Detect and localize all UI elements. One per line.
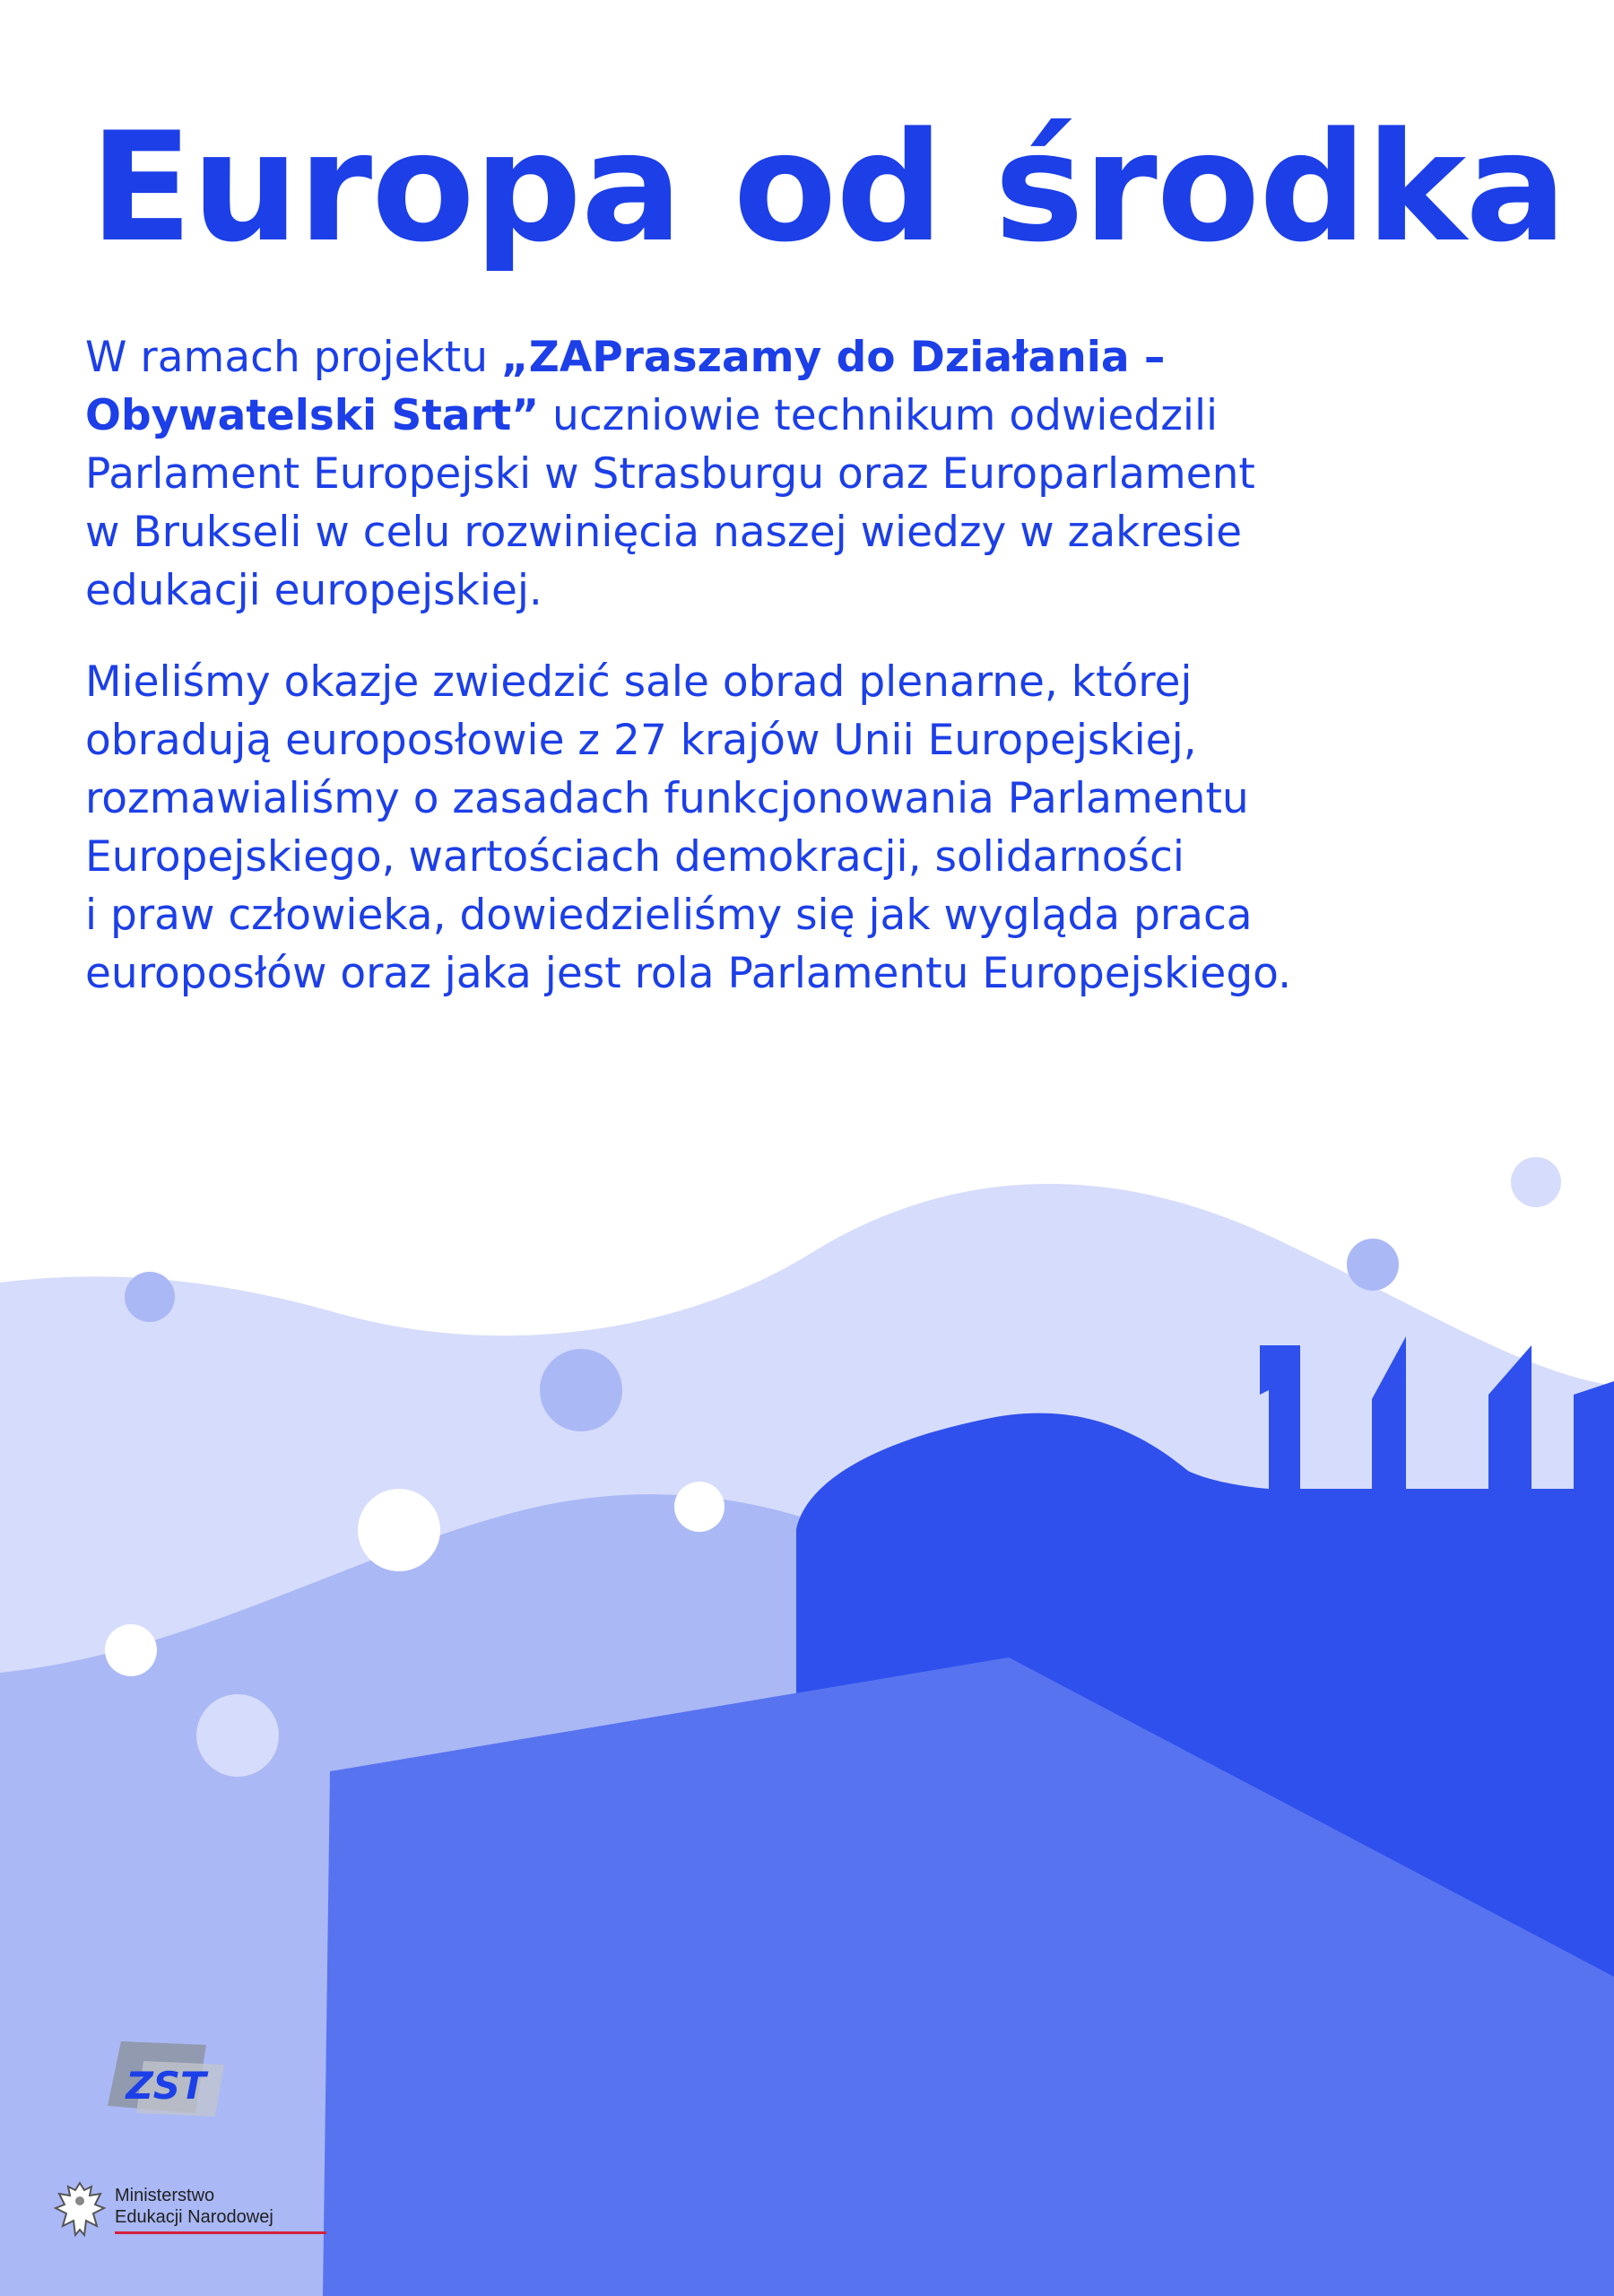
intro-line-3: Parlament Europejski w Strasburgu oraz Europarlament	[85, 449, 1255, 499]
eagle-emblem-icon	[52, 2178, 108, 2246]
ministry-red-rule	[115, 2231, 326, 2234]
visit-line-6: europosłów oraz jaka jest rola Parlamentu Europejskiego.	[85, 949, 1292, 998]
intro-line-2	[85, 387, 1520, 445]
project-name-part-1: „ZAPraszamy do Działania –	[500, 333, 1166, 382]
visit-line-2: obradują europosłowie z 27 krajów Unii Europejskiej,	[85, 716, 1197, 765]
bubble	[105, 1624, 157, 1676]
intro-line-1-text: W ramach projektu	[85, 333, 501, 382]
project-name-part-2: Obywatelski Start”	[85, 391, 540, 440]
visit-line-4: Europejskiego, wartościach demokracji, solidarności	[85, 832, 1184, 882]
bubble	[125, 1272, 175, 1322]
bubble	[540, 1349, 622, 1431]
parliament-illustration	[0, 1139, 1614, 2296]
bubble	[674, 1482, 725, 1532]
eagle-head	[75, 2196, 84, 2205]
bubble	[196, 1694, 279, 1777]
eagle-shape	[56, 2183, 104, 2235]
ministry-name-line-1: Ministerstwo	[115, 2186, 215, 2205]
intro-line-2-text: uczniowie technikum odwiedzili	[539, 391, 1219, 440]
visit-line-5: i praw człowieka, dowiedzieliśmy się jak wygląda praca	[85, 891, 1253, 940]
visit-paragraph	[85, 653, 1520, 1003]
zst-logo	[90, 2034, 242, 2124]
intro-line-4: w Brukseli w celu rozwinięcia naszej wiedzy w zakresie	[85, 508, 1243, 557]
intro-line-1	[85, 328, 1520, 387]
ministry-name-line-2: Edukacji Narodowej	[115, 2207, 273, 2227]
bubble	[1347, 1239, 1399, 1291]
bubble	[1511, 1157, 1561, 1207]
zst-logo-text: ZST	[126, 2064, 206, 2108]
ministry-logo	[52, 2178, 285, 2246]
ministry-name	[115, 2185, 273, 2228]
visit-line-1: Mieliśmy okazje zwiedzić sale obrad plenarne, której	[85, 657, 1193, 707]
intro-paragraph	[85, 328, 1520, 620]
bubble	[358, 1489, 440, 1571]
poster-title: Europa od środka	[90, 100, 1566, 275]
intro-line-5: edukacji europejskiej.	[85, 566, 542, 615]
visit-line-3: rozmawialiśmy o zasadach funkcjonowania Parlamentu	[85, 774, 1249, 823]
